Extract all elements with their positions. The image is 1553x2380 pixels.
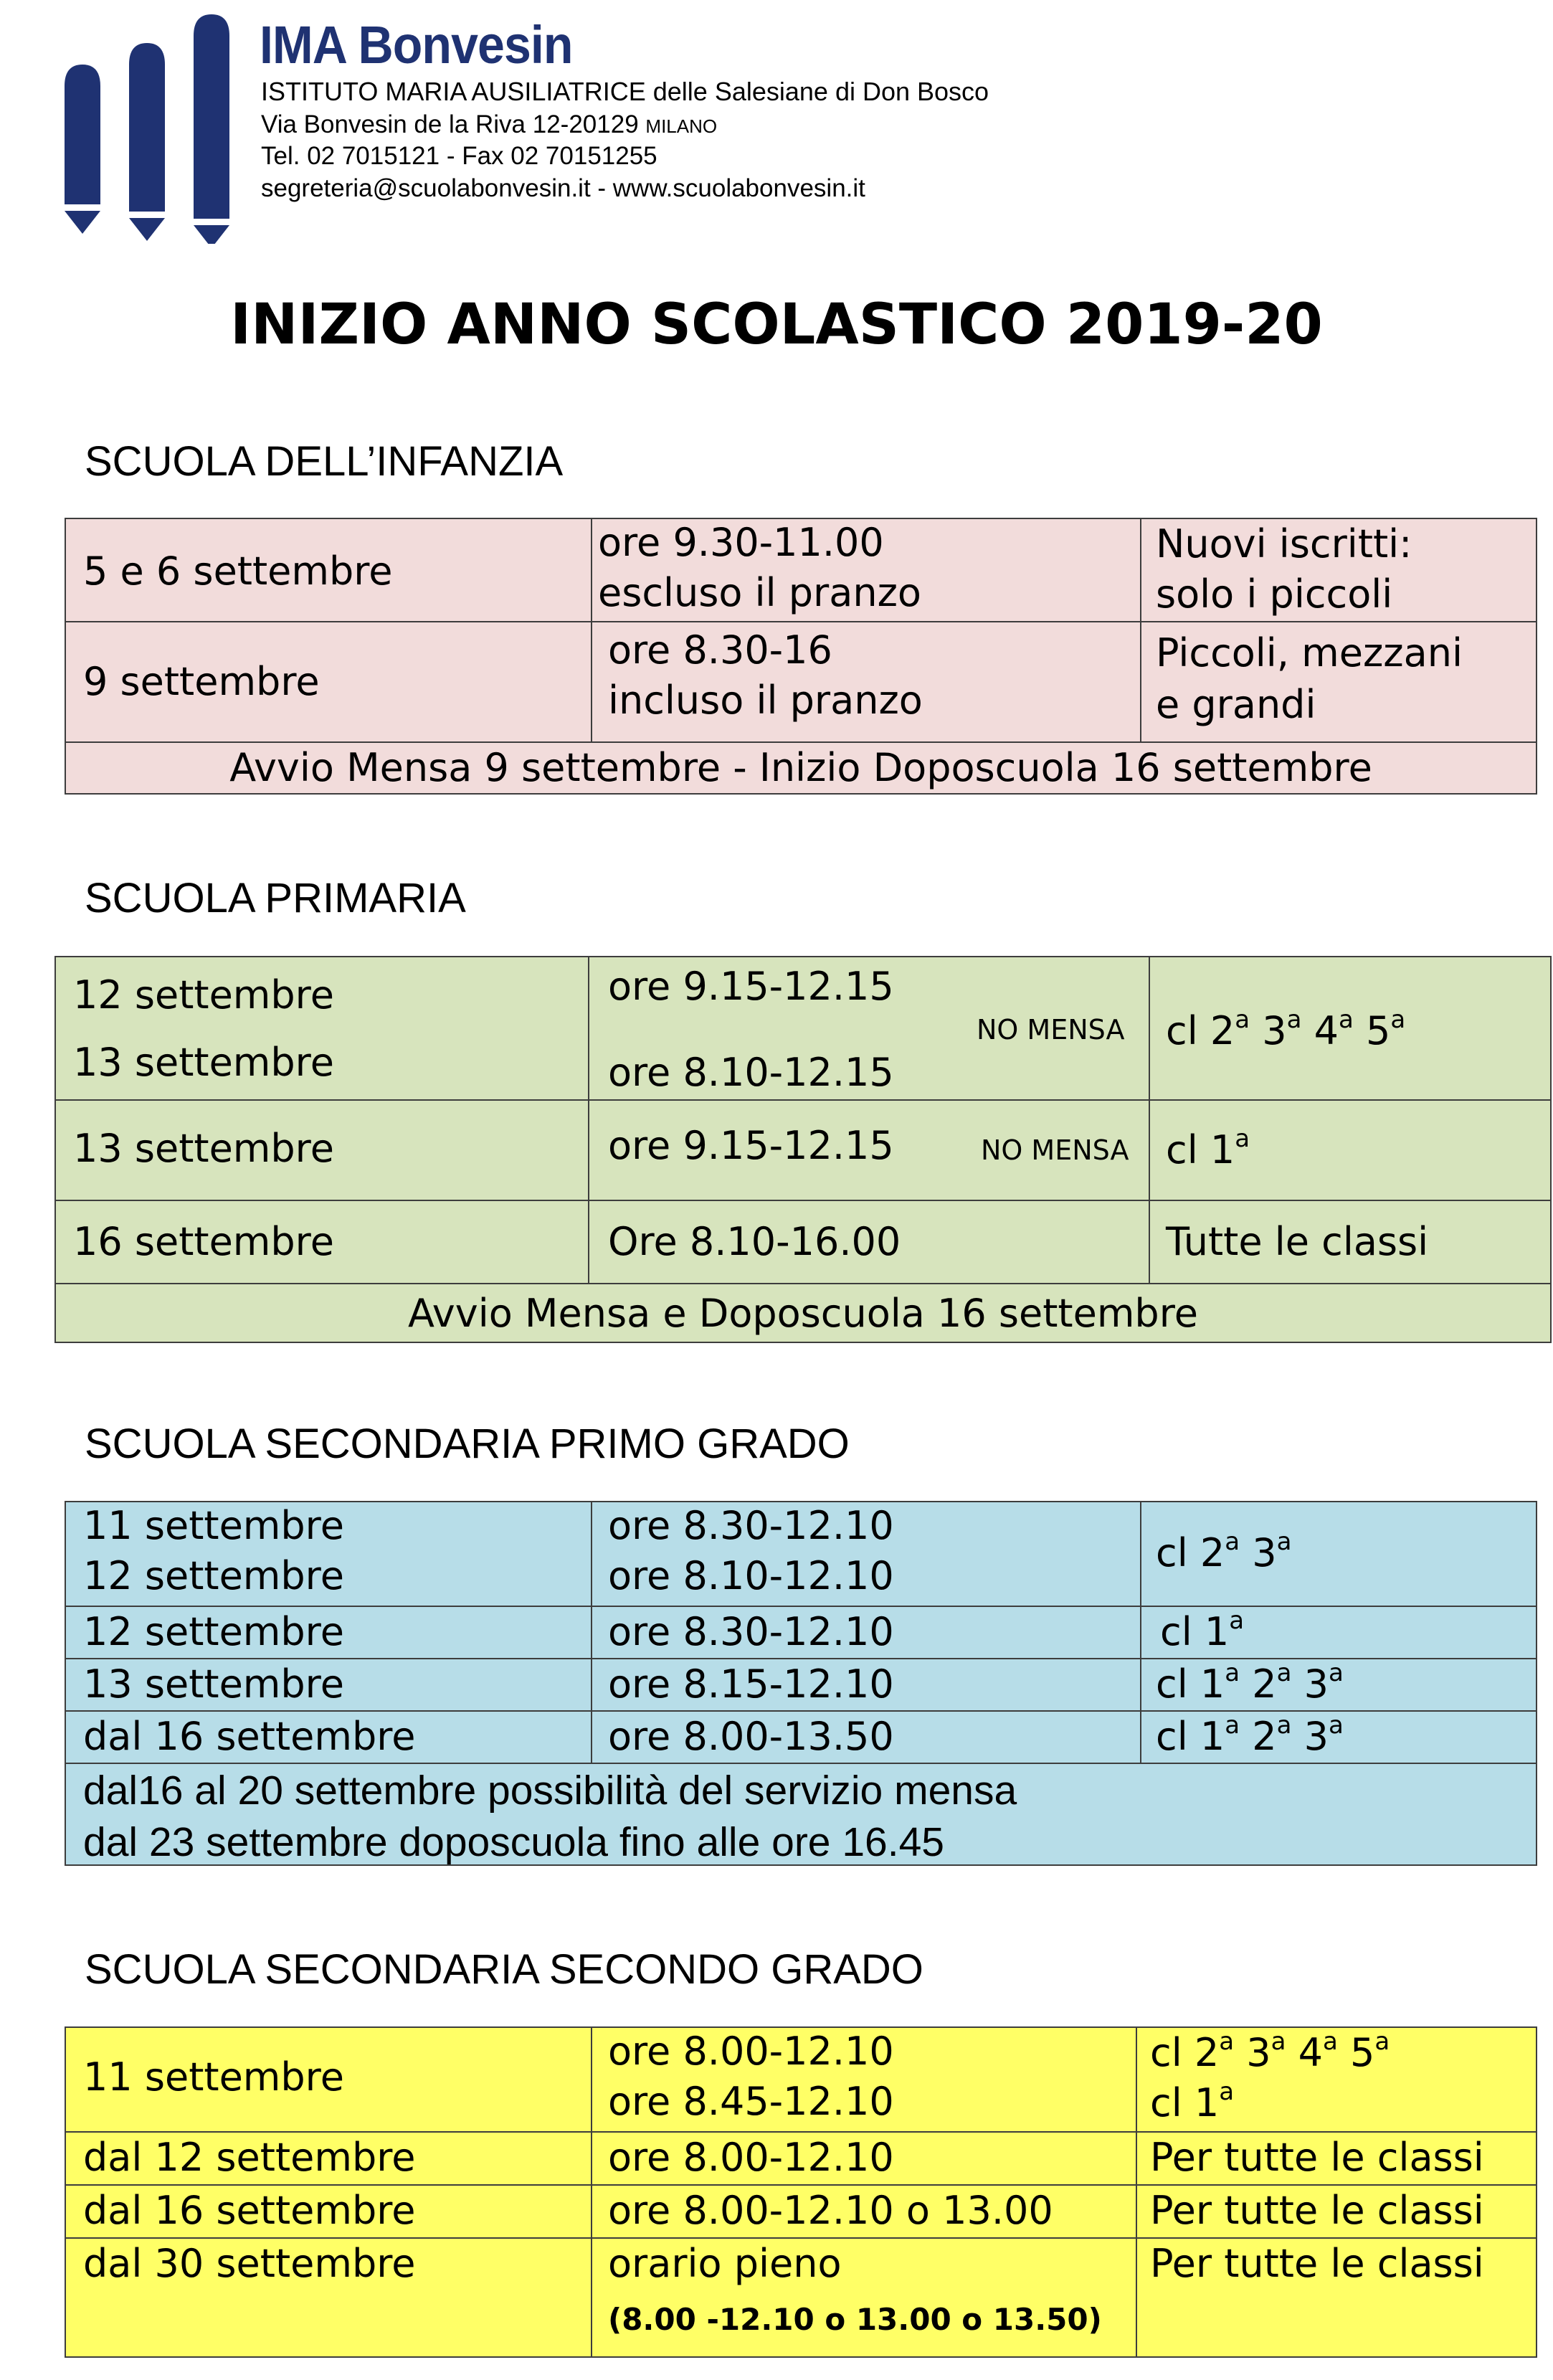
table-cell: ore 8.15-12.10 [608, 1661, 894, 1707]
table-cell: 11 settembre [83, 2054, 344, 2100]
table-cell: ore 9.15-12.15 [608, 964, 894, 1009]
email-website: segreteria@scuolabonvesin.it - www.scuolabonvesin.it [261, 174, 865, 202]
table-cell: cl 2$^a$ 3$^a$ 4$^a$ 5$^a$ [1166, 1005, 1406, 1053]
table-cell: 16 settembre [73, 1219, 334, 1264]
table-cell: incluso il pranzo [608, 678, 923, 723]
address-city: MILANO [645, 115, 718, 137]
table-cell: escluso il pranzo [598, 570, 921, 615]
table-cell: ore 8.10-12.10 [608, 1553, 894, 1598]
table-cell: 12 settembre [83, 1609, 344, 1654]
table-cell: ore 9.30-11.00 [598, 520, 884, 565]
table-footer: dal 23 settembre doposcuola fino alle ore 16.45 [83, 1819, 944, 1865]
table-cell: ore 8.00-13.50 [608, 1714, 894, 1759]
table-cell: dal 16 settembre [83, 2188, 416, 2233]
table-primaria [54, 956, 1552, 1343]
table-cell: Piccoli, mezzani [1156, 630, 1463, 675]
table-cell: 12 settembre [83, 1553, 344, 1598]
table-cell: ore 8.30-12.10 [608, 1503, 894, 1548]
table-cell-note: (8.00 -12.10 o 13.00 o 13.50) [608, 2302, 1102, 2337]
table-secondaria-primo [65, 1501, 1537, 1866]
table-cell: dal 16 settembre [83, 1714, 416, 1759]
table-cell: Per tutte le classi [1150, 2241, 1484, 2286]
no-mensa-note: NO MENSA [977, 1014, 1125, 1046]
table-cell: orario pieno [608, 2241, 842, 2286]
school-logo-icon [65, 14, 251, 244]
table-cell: 13 settembre [83, 1661, 344, 1707]
no-mensa-note: NO MENSA [981, 1134, 1129, 1166]
table-cell: 12 settembre [73, 972, 334, 1018]
address-street: Via Bonvesin de la Riva 12-20129 [261, 110, 639, 138]
table-cell: 13 settembre [73, 1040, 334, 1085]
table-cell: ore 8.30-12.10 [608, 1609, 894, 1654]
table-cell: ore 9.15-12.15 [608, 1123, 894, 1168]
table-cell: dal 12 settembre [83, 2135, 416, 2180]
phone-fax: Tel. 02 7015121 - Fax 02 70151255 [261, 142, 657, 170]
table-cell: ore 8.00-12.10 [608, 2029, 894, 2074]
table-cell: cl 2$^a$ 3$^a$ [1156, 1527, 1292, 1575]
table-cell: 11 settembre [83, 1503, 344, 1548]
address [261, 112, 717, 137]
table-cell: Per tutte le classi [1150, 2188, 1484, 2233]
table-cell: ore 8.45-12.10 [608, 2079, 894, 2124]
section-title-primaria: SCUOLA PRIMARIA [85, 875, 466, 921]
table-secondaria-secondo [65, 2026, 1537, 2358]
table-cell: 13 settembre [73, 1126, 334, 1171]
section-title-secondaria-primo: SCUOLA SECONDARIA PRIMO GRADO [85, 1421, 850, 1467]
table-cell: ore 8.30-16 [608, 627, 832, 673]
page-title: INIZIO ANNO SCOLASTICO 2019-20 [230, 293, 1323, 357]
table-cell: Ore 8.10-16.00 [608, 1219, 901, 1264]
table-cell: Nuovi iscritti: [1156, 521, 1412, 566]
table-footer: Avvio Mensa 9 settembre - Inizio Doposcuola 16 settembre [229, 745, 1372, 790]
table-cell: cl 2$^a$ 3$^a$ 4$^a$ 5$^a$ [1150, 2027, 1390, 2075]
table-cell: solo i piccoli [1156, 572, 1393, 617]
table-cell: dal 30 settembre [83, 2241, 416, 2286]
table-cell: ore 8.10-12.15 [608, 1050, 894, 1095]
table-cell: Per tutte le classi [1150, 2135, 1484, 2180]
table-cell: 9 settembre [83, 659, 320, 704]
table-cell: cl 1$^a$ [1166, 1124, 1250, 1172]
table-footer: Avvio Mensa e Doposcuola 16 settembre [408, 1291, 1198, 1336]
school-name: IMA Bonvesin [260, 15, 573, 75]
table-cell: cl 1$^a$ 2$^a$ 3$^a$ [1156, 1711, 1344, 1759]
table-cell: cl 1$^a$ 2$^a$ 3$^a$ [1156, 1659, 1344, 1707]
table-cell: ore 8.00-12.10 o 13.00 [608, 2188, 1053, 2233]
table-cell: Tutte le classi [1166, 1219, 1429, 1264]
table-footer: dal16 al 20 settembre possibilità del servizio mensa [83, 1768, 1017, 1814]
table-cell: cl 1$^a$ [1150, 2077, 1235, 2125]
table-cell: 5 e 6 settembre [83, 549, 393, 594]
institute-name: ISTITUTO MARIA AUSILIATRICE delle Salesiane di Don Bosco [261, 77, 989, 106]
section-title-infanzia: SCUOLA DELL’INFANZIA [85, 438, 564, 485]
table-cell: ore 8.00-12.10 [608, 2135, 894, 2180]
section-title-secondaria-secondo: SCUOLA SECONDARIA SECONDO GRADO [85, 1946, 923, 1993]
table-cell: e grandi [1156, 682, 1316, 727]
table-infanzia [65, 518, 1537, 795]
table-cell: cl 1$^a$ [1160, 1606, 1245, 1654]
